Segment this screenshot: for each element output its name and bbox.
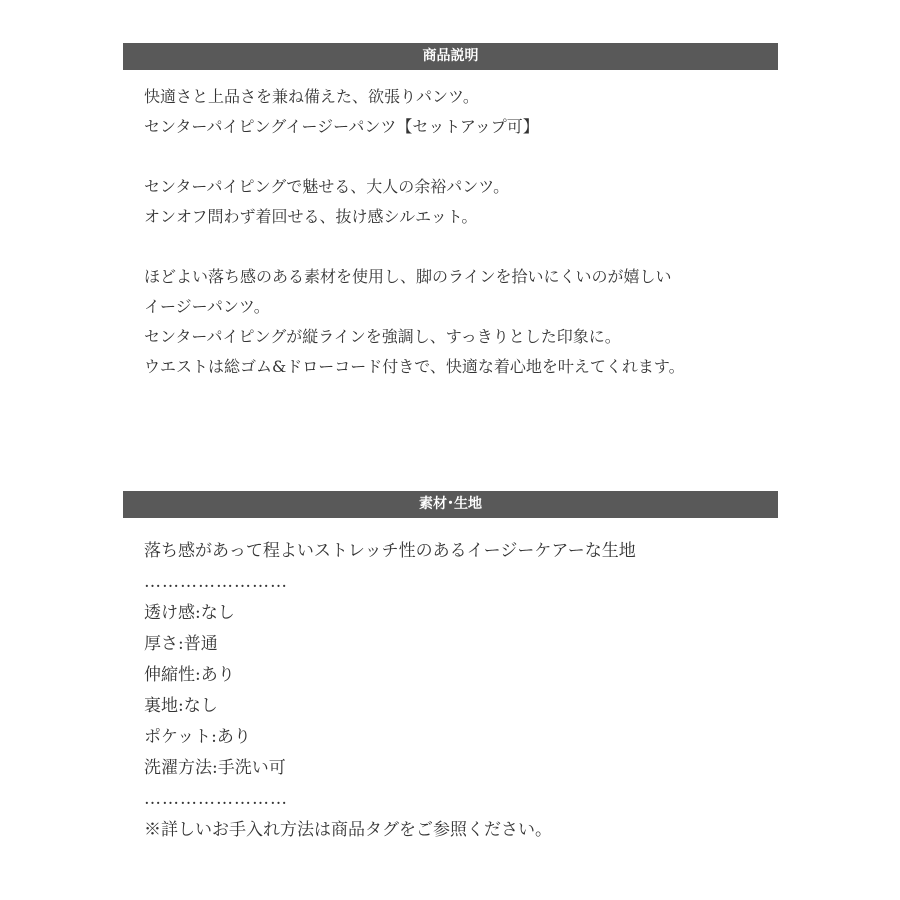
description-line: ウエストは総ゴム&ドローコード付きで、快適な着心地を叶えてくれます。 xyxy=(144,357,685,376)
care-note: ※詳しいお手入れ方法は商品タグをご参照ください。 xyxy=(144,820,552,840)
spec-pocket: ポケット:あり xyxy=(144,727,251,747)
description-spacer xyxy=(144,142,774,172)
section-header-description xyxy=(123,43,778,70)
section-title-material: 素材･生地 xyxy=(419,496,482,512)
spec-stretch: 伸縮性:あり xyxy=(144,665,235,685)
description-line: センターパイピングで魅せる、大人の余裕パンツ。 xyxy=(144,177,510,196)
section-header-material xyxy=(123,491,778,518)
dotted-separator: …………………… xyxy=(144,572,288,592)
description-line: オンオフ問わず着回せる、抜け感シルエット。 xyxy=(144,207,478,226)
material-text xyxy=(144,536,774,846)
description-text xyxy=(144,82,774,382)
description-line: イージーパンツ。 xyxy=(144,297,270,316)
description-line: 快適さと上品さを兼ね備えた、欲張りパンツ。 xyxy=(144,87,479,106)
spec-lining: 裏地:なし xyxy=(144,696,218,716)
description-line: センターパイピングイージーパンツ【セットアップ可】 xyxy=(144,117,539,136)
dotted-separator: …………………… xyxy=(144,789,288,809)
spec-thickness: 厚さ:普通 xyxy=(144,634,218,654)
section-title-description: 商品説明 xyxy=(422,48,479,64)
material-summary: 落ち感があって程よいストレッチ性のあるイージーケアーな生地 xyxy=(144,541,636,561)
description-spacer xyxy=(144,232,774,262)
spec-transparency: 透け感:なし xyxy=(144,603,235,623)
spec-washing: 洗濯方法:手洗い可 xyxy=(144,758,286,778)
description-line: センターパイピングが縦ラインを強調し、すっきりとした印象に。 xyxy=(144,327,621,346)
description-line: ほどよい落ち感のある素材を使用し、脚のラインを拾いにくいのが嬉しい xyxy=(144,267,672,286)
